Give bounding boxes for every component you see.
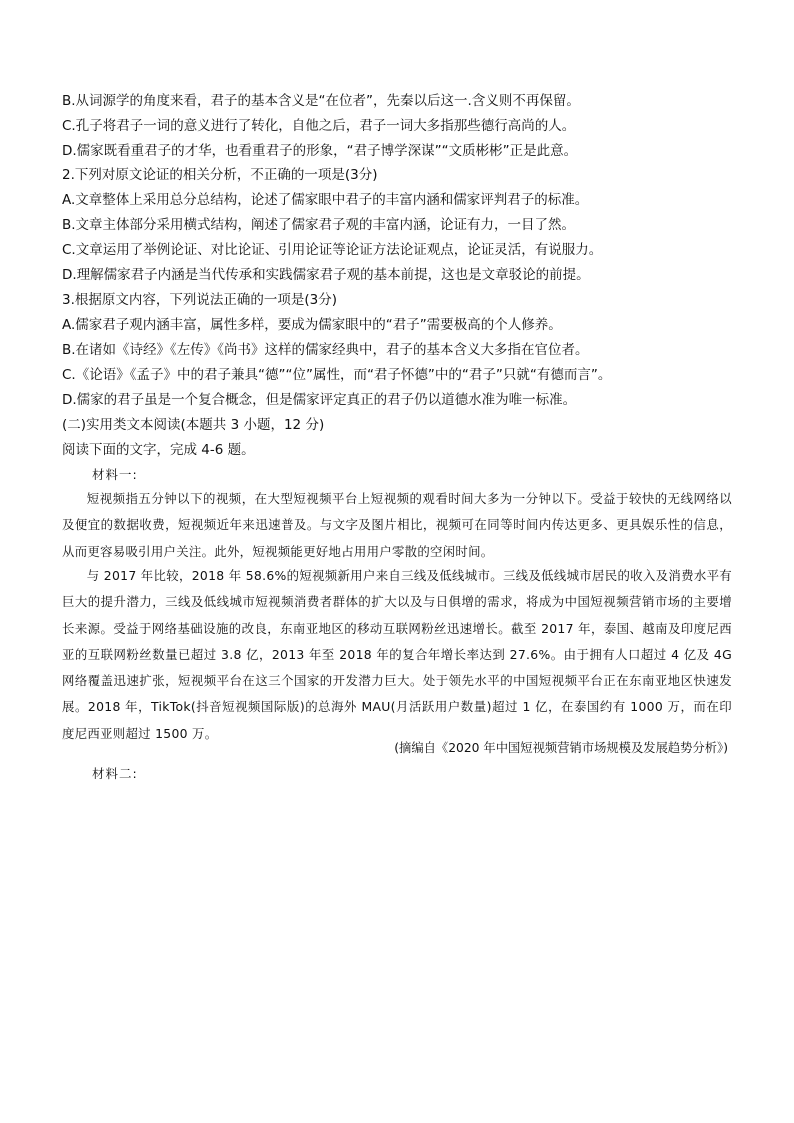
question1-option-b: B.从词源学的角度来看，君子的基本含义是“在位者”，先秦以后这一.含义则不再保留。 bbox=[62, 93, 580, 109]
question2-option-d: D.理解儒家君子内涵是当代传承和实践儒家君子观的基本前提，这也是文章驳论的前提。 bbox=[62, 267, 590, 283]
question1-option-c: C.孔子将君子一词的意义进行了转化，自他之后，君子一词大多指那些德行高尚的人。 bbox=[62, 118, 576, 134]
question3-option-b: B.在诸如《诗经》《左传》《尚书》这样的儒家经典中，君子的基本含义大多指在官位者。 bbox=[62, 342, 589, 358]
material1-source: (摘编自《2020 年中国短视频营销市场规模及发展趋势分析》) bbox=[394, 741, 728, 755]
question2-option-b: B.文章主体部分采用横式结构，阐述了儒家君子观的丰富内涵，论证有力，一目了然。 bbox=[62, 217, 576, 233]
section2-heading: (二)实用类文本阅读(本题共 3 小题，12 分) bbox=[62, 417, 325, 433]
material1-paragraph-1: 短视频指五分钟以下的视频，在大型短视频平台上短视频的观看时间大多为一分钟以下。受益于较快的无线网络以及便宜的数据收费，短视频近年来迅速普及。与文字及图片相比，视频可在同等时间内传达更多、更具娱乐性的信息，从而更容易吸引用户关注。此外，短视频能更好地占用用户零散的空闲时间。 bbox=[62, 491, 732, 559]
question2-option-a: A.文章整体上采用总分总结构，论述了儒家眼中君子的丰富内涵和儒家评判君子的标准。 bbox=[62, 192, 589, 208]
question2-stem: 2.下列对原文论证的相关分析，不正确的一项是(3分) bbox=[62, 167, 378, 183]
question1-option-d: D.儒家既看重君子的才华，也看重君子的形象，“君子博学深谋”“文质彬彬”正是此意。 bbox=[62, 143, 578, 159]
question3-option-c: C.《论语》《孟子》中的君子兼具“德”“位”属性，而“君子怀德”中的“君子”只就“有德而言”。 bbox=[62, 367, 612, 383]
question2-option-c: C.文章运用了举例论证、对比论证、引用论证等论证方法论证观点，论证灵活，有说服力。 bbox=[62, 242, 603, 258]
material2-label: 材料二: bbox=[92, 766, 138, 781]
material1-paragraph-2: 与 2017 年比较，2018 年 58.6%的短视频新用户来自三线及低线城市。三线及低线城市居民的收入及消费水平有巨大的提升潜力，三线及低线城市短视频消费者群体的扩大以及与日俱增的需求，将成为中国短视频营销市场的主要增长来源。受益于网络基础设施的改良，东南亚地区的移动互联网粉丝迅速增长。截至 2017 年，泰国、越南及印度尼西亚的互联网粉丝数量已超过 3.8 亿，2013 年至 2018 年的复合年增长率达到 27.6%。由于拥有人口超过 4 亿及 4G 网络覆盖迅速扩张，短视频平台在这三个国家的开发潜力巨大。处于领先水平的中国短视频平台正在东南亚地区快速发展。2018 年，TikTok(抖音短视频国际版)的总海外 MAU(月活跃用户数量)超过 1 亿，在泰国约有 1000 万，而在印度尼西亚则超过 1500 万。 bbox=[62, 568, 732, 741]
question3-option-d: D.儒家的君子虽是一个复合概念，但是儒家评定真正的君子仍以道德水准为唯一标准。 bbox=[62, 392, 577, 408]
question3-stem: 3.根据原文内容，下列说法正确的一项是(3分) bbox=[62, 292, 338, 308]
question3-option-a: A.儒家君子观内涵丰富，属性多样，要成为儒家眼中的“君子”需要极高的个人修养。 bbox=[62, 317, 562, 333]
material1-label: 材料一: bbox=[92, 467, 138, 482]
section2-instruction: 阅读下面的文字，完成 4-6 题。 bbox=[62, 442, 255, 458]
